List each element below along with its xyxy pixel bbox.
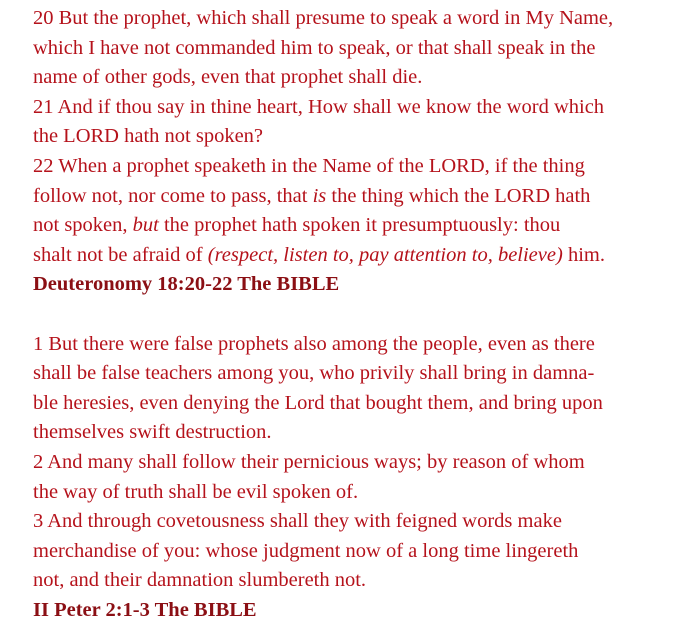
- italic-annotation: (respect, listen to, pay attention to, believe): [207, 243, 563, 266]
- verse-22-line-2-start: follow not, nor come to pass, that: [33, 184, 313, 207]
- verse-20-line-3: name of other gods, even that prophet shall die.: [33, 66, 423, 89]
- verse-1-line-3: ble heresies, even denying the Lord that bought them, and bring upon: [33, 391, 603, 414]
- verse-22-line-4-start: shalt not be afraid of: [33, 243, 208, 266]
- passage-deuteronomy: [33, 4, 689, 300]
- verse-1-line-1: 1 But there were false prophets also among the people, even as there: [33, 332, 595, 355]
- verse-20-line-1: 20 But the prophet, which shall presume to speak a word in My Name,: [33, 7, 614, 29]
- paragraph-gap: [33, 300, 689, 330]
- italic-but: but: [132, 214, 159, 237]
- verse-3-line-2: merchandise of you: whose judgment now of a long time lingereth: [33, 539, 579, 562]
- italic-is: is: [312, 184, 327, 207]
- verse-22-line-2-end: the thing which the LORD hath: [326, 184, 591, 207]
- verse-22-line-2: [33, 182, 689, 212]
- passage-ii-peter: [33, 330, 689, 625]
- verse-22-line-3: [33, 211, 689, 241]
- verse-3-line-1: 3 And through covetousness shall they with feigned words make: [33, 510, 562, 533]
- verse-21-line-2: the LORD hath not spoken?: [33, 125, 264, 148]
- verse-2-line-2: the way of truth shall be evil spoken of.: [33, 480, 359, 503]
- verse-3-line-3: not, and their damnation slumbereth not.: [33, 569, 367, 592]
- verse-1-line-4: themselves swift destruction.: [33, 421, 272, 444]
- verse-1-line-2: shall be false teachers among you, who privily shall bring in damna-: [33, 362, 595, 385]
- verse-22-line-3-start: not spoken,: [33, 214, 133, 237]
- verse-22-line-4-end: him.: [562, 243, 605, 266]
- scripture-document: [33, 4, 689, 625]
- verse-21-line-1: 21 And if thou say in thine heart, How shall we know the word which: [33, 95, 605, 118]
- reference-ii-peter: II Peter 2:1-3 The BIBLE: [33, 598, 257, 621]
- verse-22-line-1: 22 When a prophet speaketh in the Name of the LORD, if the thing: [33, 154, 585, 177]
- verse-20-line-2: which I have not commanded him to speak, or that shall speak in the: [33, 36, 596, 59]
- verse-22-line-4: [33, 241, 689, 271]
- reference-deuteronomy: Deuteronomy 18:20-22 The BIBLE: [33, 273, 340, 296]
- verse-22-line-3-end: the prophet hath spoken it presumptuously: thou: [158, 214, 561, 237]
- verse-2-line-1: 2 And many shall follow their pernicious ways; by reason of whom: [33, 450, 585, 473]
